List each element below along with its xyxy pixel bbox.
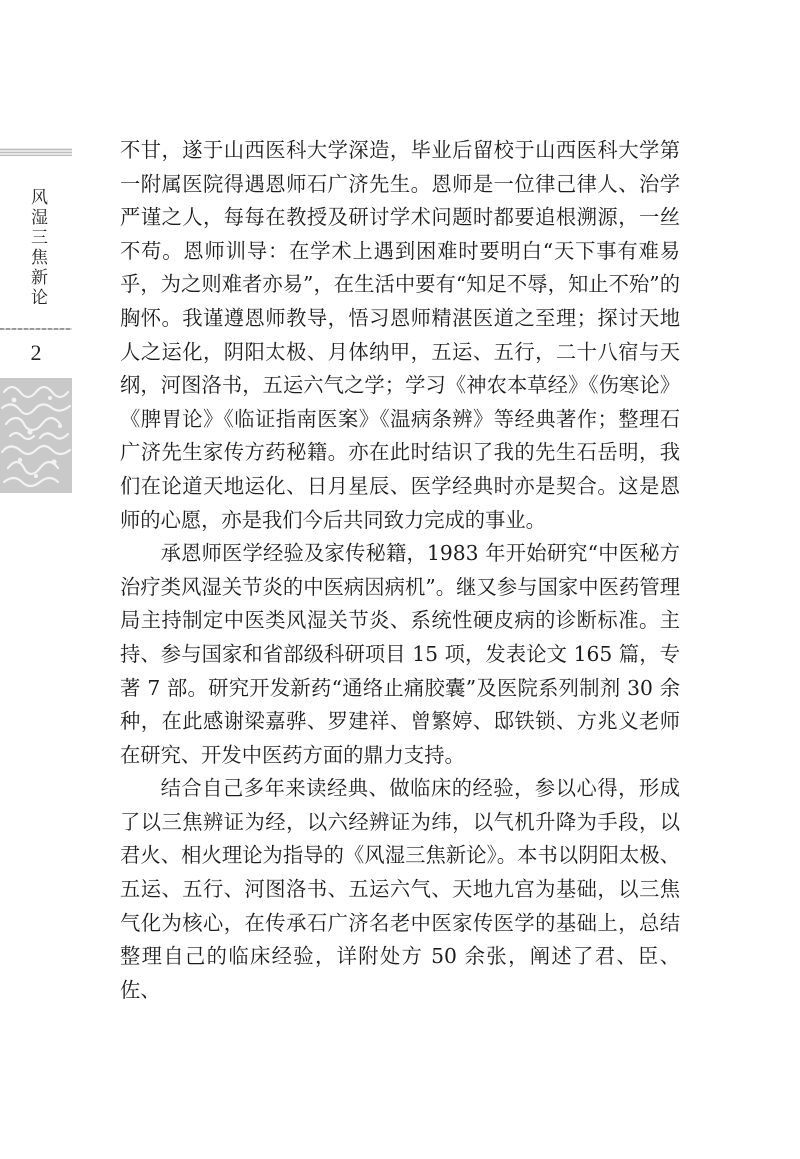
book-title: 风湿三焦新论 — [27, 188, 47, 308]
paragraph: 承恩师医学经验及家传秘籍，1983 年开始研究“中医秘方治疗类风湿关节炎的中医病因病机”。继又参与国家中医药管理局主持制定中医类风湿关节炎、系统性硬皮病的诊断标准。主持、参与国家和省部级科研项目 15 项，发表论文 165 篇，专著 7 部。研究开发新药“通络止痛胶囊”及医院系列制剂 30 余种，在此感谢梁嘉骅、罗建祥、曾繁婷、邸铁锁、方兆义老师在研究、开发中医药方面的鼎力支持。 — [120, 541, 680, 767]
side-tab-top-bar — [0, 148, 72, 156]
page-number: 2 — [30, 340, 42, 365]
cloud-dragon-ornament-icon — [0, 378, 72, 493]
paragraph: 不甘，遂于山西医科大学深造，毕业后留校于山西医科大学第一附属医院得遇恩师石广济先生。恩师是一位律己律人、治学严谨之人，每每在教授及研讨学术问题时都要追根溯源，一丝不苟。恩师训导：在学术上遇到困难时要明白“天下事有难易乎，为之则难者亦易”，在生活中要有“知足不辱，知止不殆”的胸怀。我谨遵恩师教导，悟习恩师精湛医道之至理；探讨天地人之运化，阴阳太极、月体纳甲，五运、五行，二十八宿与天纲，河图洛书，五运六气之学；学习《神农本草经》《伤寒论》《脾胃论》《临证指南医案》《温病条辨》等经典著作；整理石广济先生家传方药秘籍。亦在此时结识了我的先生石岳明，我们在论道天地运化、日月星辰、医学经典时亦是契合。这是恩师的心愿，亦是我们今后共同致力完成的事业。 — [120, 138, 680, 532]
body-text — [120, 134, 680, 1007]
side-tab-divider — [0, 328, 72, 330]
paragraph: 结合自己多年来读经典、做临床的经验，参以心得，形成了以三焦辨证为经，以六经辨证为纬，以气机升降为手段，以君火、相火理论为指导的《风湿三焦新论》。本书以阴阳太极、五运、五行、河图洛书、五运六气、天地九宫为基础，以三焦气化为核心，在传承石广济名老中医家传医学的基础上，总结整理自己的临床经验，详附处方 50 余张，阐述了君、臣、佐、 — [120, 776, 680, 1002]
side-tab — [0, 148, 72, 493]
